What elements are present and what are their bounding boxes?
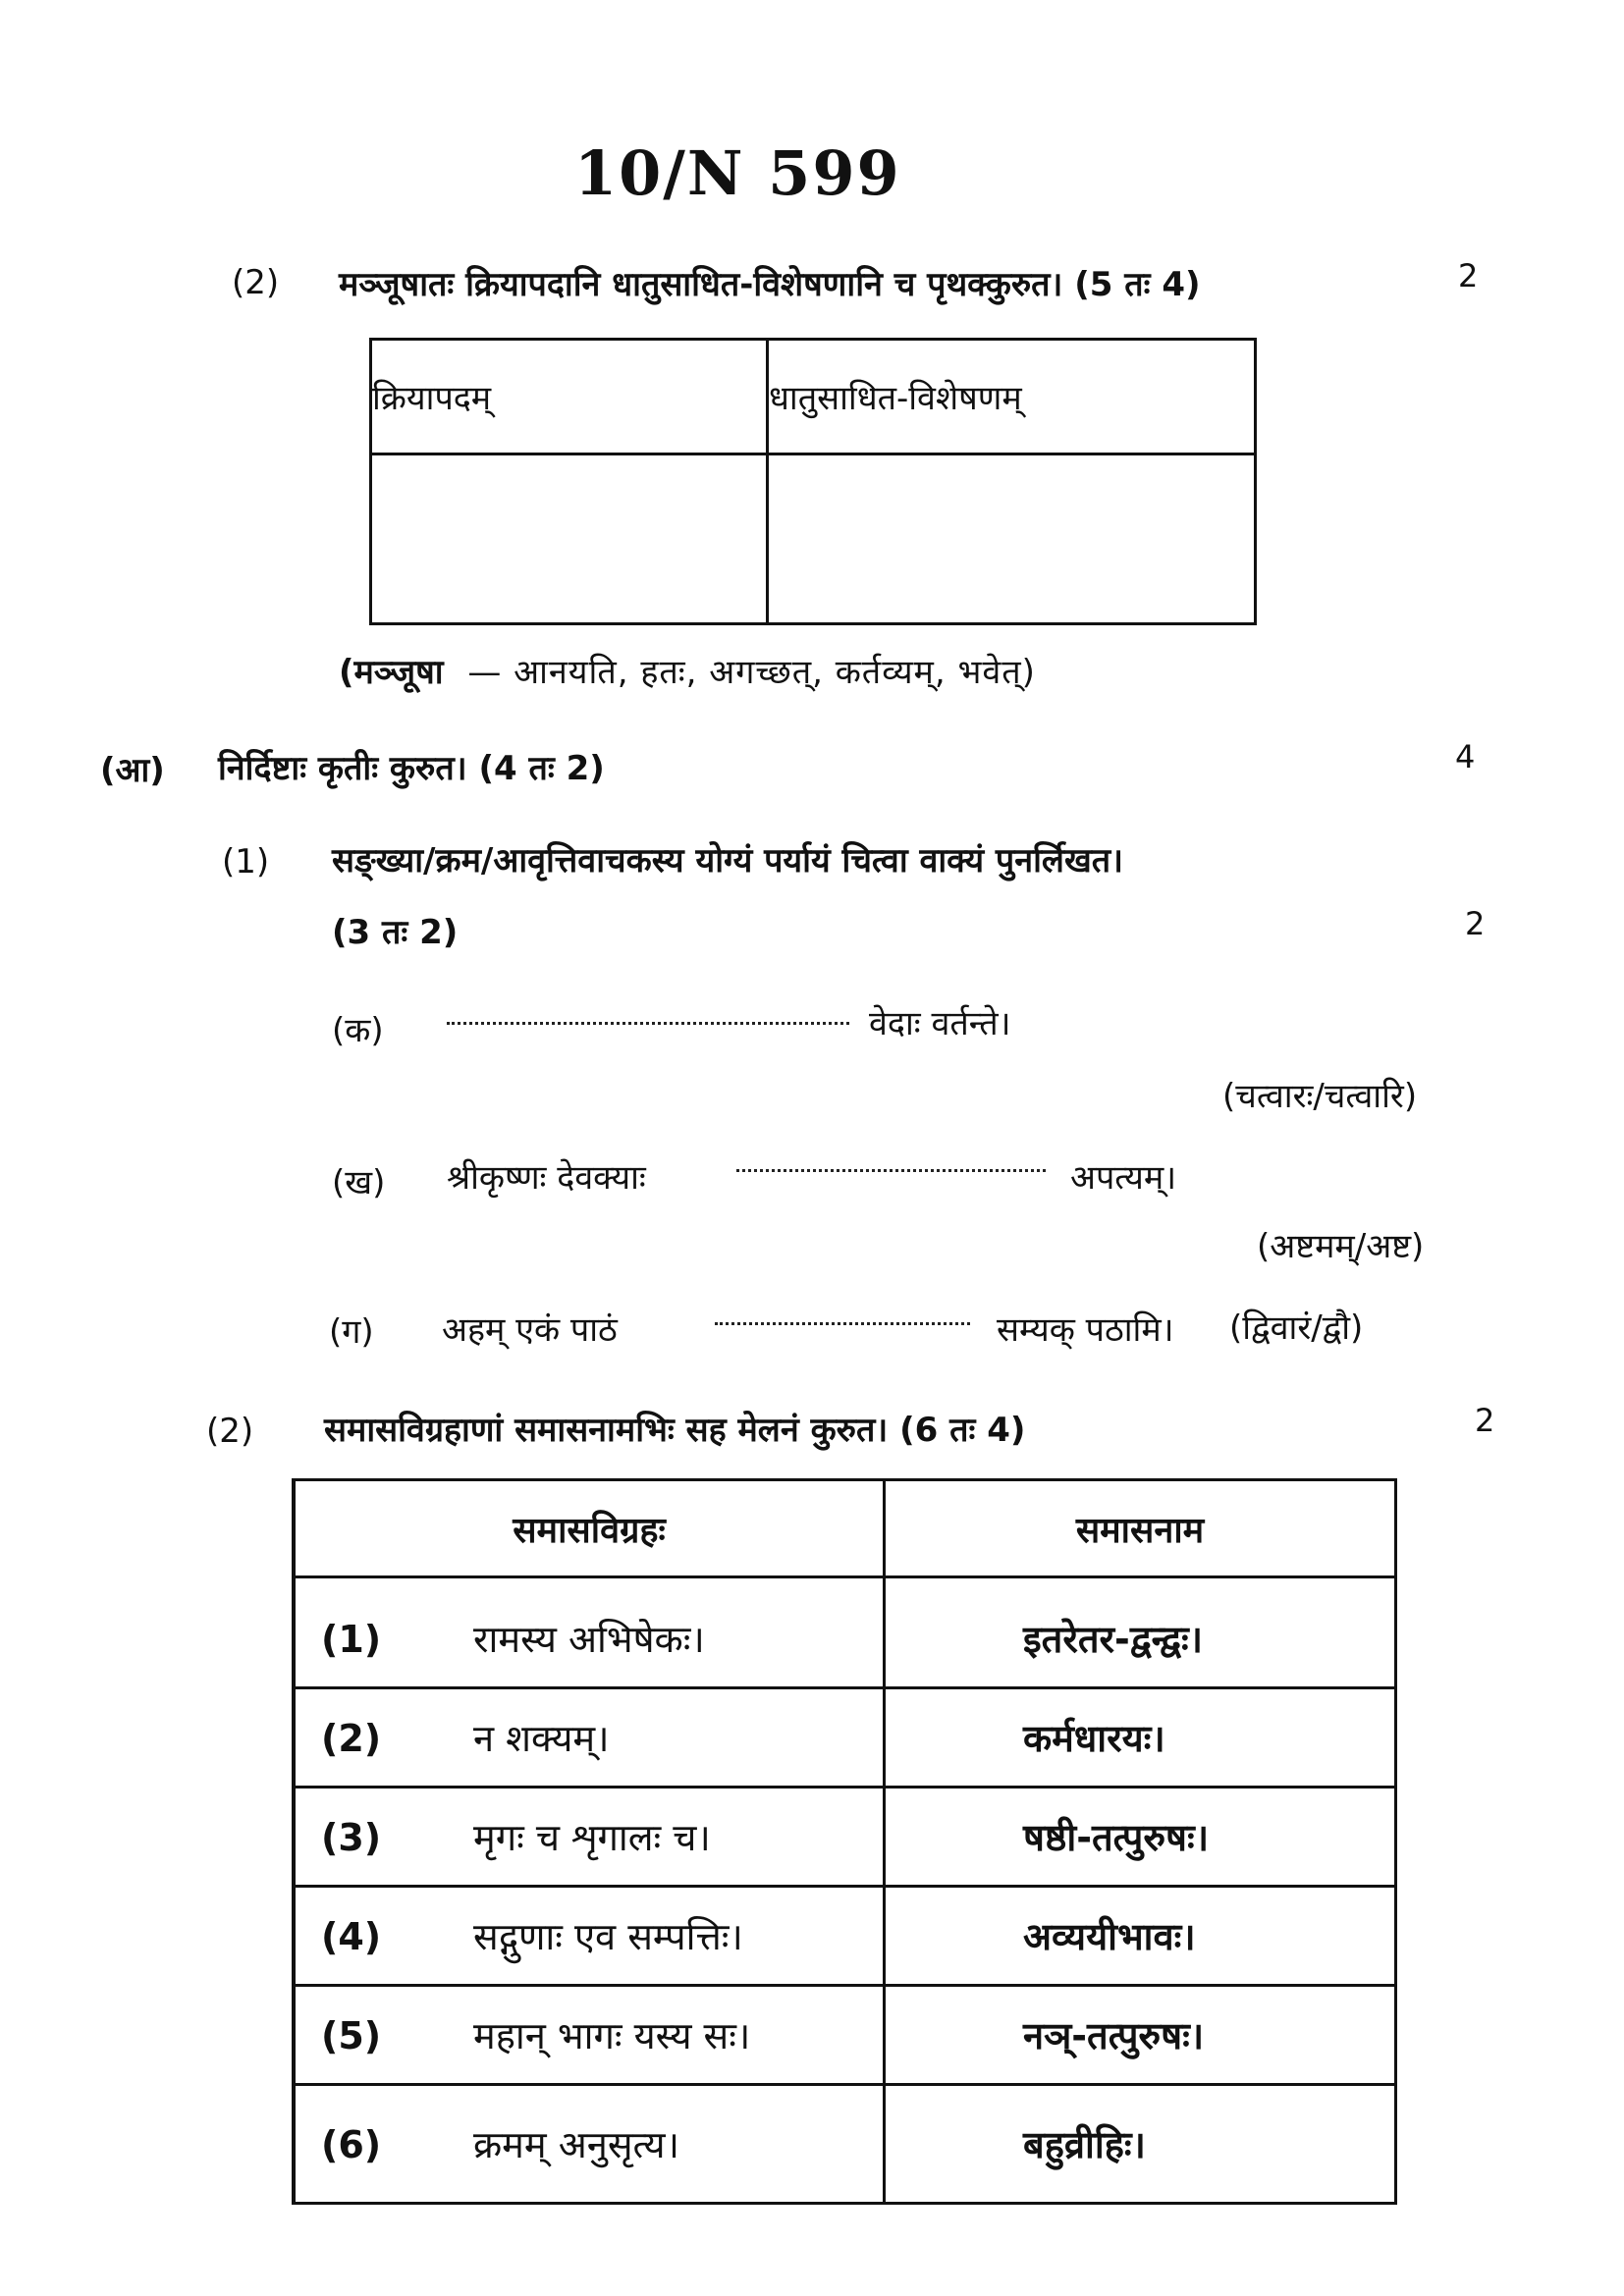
table-row: [294, 1688, 1396, 1788]
marks: 2: [1465, 905, 1486, 942]
item-label: (क): [332, 1011, 384, 1050]
item-text-after: वेदाः वर्तन्ते।: [869, 1004, 1011, 1043]
word-box: [339, 648, 1036, 693]
table-row: [294, 2085, 1396, 2204]
fill-blank[interactable]: [447, 1021, 849, 1025]
row-number: (2): [321, 1717, 382, 1760]
question-text: समासविग्रहाणां समासनामभिः सह मेलनं कुरुत। (6 तः 4): [324, 1411, 1026, 1450]
row-number: (1): [321, 1618, 382, 1661]
section-number: (आ): [100, 751, 165, 790]
sorting-table: [369, 338, 1257, 625]
question-text: मञ्जूषातः क्रियापदानि धातुसाधित-विशेषणानि च पृथक्कुरुत। (5 तः 4): [339, 265, 1201, 304]
row-number: (3): [321, 1816, 382, 1859]
table-row: [294, 1887, 1396, 1986]
vigraha-cell: रामस्य अभिषेकः।: [473, 1618, 705, 1661]
samasa-name-cell: इतरेतर-द्वन्द्वः।: [885, 1577, 1396, 1688]
item-text-before: अहम् एकं पाठं: [442, 1310, 618, 1350]
vigraha-cell: मृगः च शृगालः च।: [473, 1816, 711, 1859]
matching-table: [292, 1478, 1397, 2205]
table-header: धातुसाधित-विशेषणम्: [768, 340, 1256, 454]
table-header: समासनाम: [885, 1480, 1396, 1577]
word-box-label: (मञ्जूषा: [339, 653, 444, 692]
word-box-words: — आनयति, हतः, अगच्छत्, कर्तव्यम्, भवेत्): [467, 653, 1036, 692]
table-header: क्रियापदम्: [371, 340, 768, 454]
vigraha-cell: क्रमम् अनुसृत्य।: [473, 2123, 679, 2166]
samasa-name-cell: नञ्-तत्पुरुषः।: [885, 1986, 1396, 2085]
question-number: (2): [232, 263, 280, 302]
item-label: (ख): [332, 1163, 386, 1202]
question-subtext: (3 तः 2): [332, 913, 459, 952]
samasa-name-cell: कर्मधारयः।: [885, 1688, 1396, 1788]
vigraha-cell: महान् भागः यस्य सः।: [473, 2014, 751, 2057]
item-label: (ग): [329, 1312, 374, 1352]
question-number: (1): [222, 842, 270, 881]
item-text-after: अपत्यम्।: [1070, 1158, 1177, 1198]
marks: 4: [1455, 738, 1476, 775]
vigraha-cell: न शक्यम्।: [473, 1717, 610, 1760]
page-title: 10/N 599: [574, 137, 901, 209]
vigraha-cell: सद्गुणाः एव सम्पत्तिः।: [473, 1915, 743, 1958]
table-row: [294, 1577, 1396, 1688]
fill-blank[interactable]: [736, 1168, 1046, 1172]
answer-cell[interactable]: [768, 454, 1256, 624]
item-options: (चत्वारः/चत्वारि): [1222, 1077, 1418, 1116]
table-row: [294, 1986, 1396, 2085]
item-text-after: सम्यक् पठामि।: [997, 1310, 1174, 1350]
section-text: निर्दिष्टाः कृतीः कुरुत। (4 तः 2): [218, 749, 605, 788]
answer-cell[interactable]: [371, 454, 768, 624]
item-text-before: श्रीकृष्णः देवक्याः: [447, 1158, 646, 1198]
question-number: (2): [206, 1412, 254, 1451]
marks: 2: [1475, 1402, 1495, 1439]
item-options: (अष्टमम्/अष्ट): [1257, 1227, 1425, 1266]
question-text: सङ्ख्या/क्रम/आवृत्तिवाचकस्य योग्यं पर्यायं चित्वा वाक्यं पुनर्लिखत।: [332, 841, 1124, 881]
table-row: [294, 1788, 1396, 1887]
row-number: (4): [321, 1915, 382, 1958]
row-number: (6): [321, 2123, 382, 2166]
row-number: (5): [321, 2014, 382, 2057]
item-options: (द्विवारं/द्वौ): [1229, 1308, 1364, 1348]
fill-blank[interactable]: [715, 1321, 970, 1325]
marks: 2: [1458, 257, 1479, 294]
samasa-name-cell: बहुव्रीहिः।: [885, 2085, 1396, 2204]
table-header: समासविग्रहः: [294, 1480, 885, 1577]
samasa-name-cell: अव्ययीभावः।: [885, 1887, 1396, 1986]
samasa-name-cell: षष्ठी-तत्पुरुषः।: [885, 1788, 1396, 1887]
